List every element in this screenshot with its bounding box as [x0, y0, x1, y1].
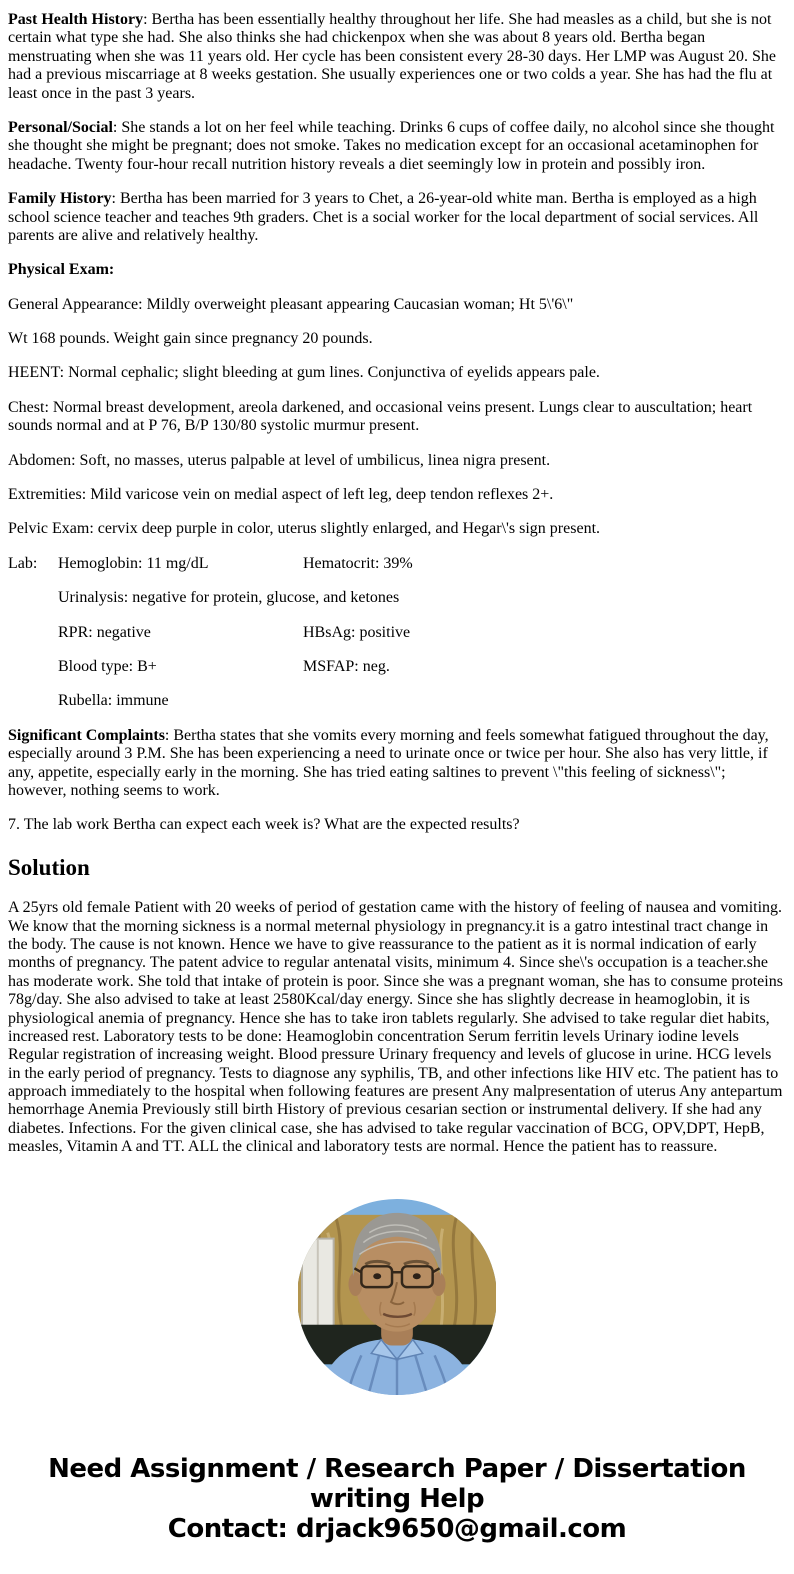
exam-finding-heent: HEENT: Normal cephalic; slight bleeding at gum lines. Conjunctiva of eyelids appears pale. — [8, 364, 600, 382]
lab-row — [8, 692, 786, 710]
paragraph-family-history — [8, 190, 786, 245]
solution-paragraph: A 25yrs old female Patient with 20 weeks of period of gestation came with the history of feeling of nausea and vomiting. We know that the morning sickness is a normal meternal physiology in pregnancy.it is a gatro intestinal tract change in the body. The cause is not known. Hence we have to give reassurance to the patient as it is normal indication of early months of pregnancy. The patent advice to regular antenatal visits, minimum 4. Since she\'s occupation is a teacher.she has moderate work. She told that intake of protein is poor. Since she was a pregnant woman, she has to consume proteins 78g/day. She also advised to take at least 2580Kcal/day energy. Since she has slightly decrease in heamoglobin, it is physiological anemia of pregnancy. Hence she has to take iron tablets regularly. She advised to take regular diet habits, increased rest. Laboratory tests to be done: Heamoglobin concentration Serum ferritin levels Urinary iodine levels Regular registration of increasing weight. Blood pressure Urinary frequency and levels of glucose in urine. HCG levels in the early period of pregnancy. Tests to diagnose any syphilis, TB, and other infections like HIV etc. The patient has to approach immediately to the hospital when following features are present Any malpresentation of uterus Any antepartum hemorrhage Anemia Previously still birth History of previous cesarian section or instrumental delivery. If she had any diabetes. Infections. For the given clinical case, she has advised to take regular vaccination of BCG, OPV,DPT, HepB, measles, Vitamin A and TT. ALL the clinical and laboratory tests are normal. Hence the patient has to reassure. — [8, 899, 783, 1156]
question-text: 7. The lab work Bertha can expect each week is? What are the expected results? — [8, 816, 520, 834]
paragraph-past-health-history — [8, 11, 786, 103]
section-label: Past Health History — [8, 11, 144, 28]
exam-finding-weight: Wt 168 pounds. Weight gain since pregnancy 20 pounds. — [8, 330, 373, 348]
paragraph-personal-social — [8, 119, 786, 174]
exam-finding-pelvic: Pelvic Exam: cervix deep purple in color, uterus slightly enlarged, and Hegar\'s sign present. — [8, 520, 601, 538]
lab-value-right: MSFAP: neg. — [303, 657, 390, 675]
footer-help-line2: writing Help — [309, 1484, 485, 1515]
section-text: : Bertha has been married for 3 years to Chet, a 26-year-old white man. Bertha is employed as a high school science teacher and teaches 9th graders. Chet is a social worker for the local department of social services. All parents are alive and relatively healthy. — [8, 190, 759, 244]
lab-row — [8, 589, 786, 607]
lab-value-left: Hemoglobin: 11 mg/dL — [58, 554, 209, 572]
exam-finding-chest: Chest: Normal breast development, areola darkened, and occasional veins present. Lungs clear to auscultation; heart sounds normal and at P 76, B/P 130/80 systolic murmur present. — [8, 398, 753, 435]
footer-advertisement — [8, 1454, 786, 1574]
section-label: Significant Complaints — [8, 726, 165, 744]
section-label: Personal/Social — [8, 118, 113, 136]
lab-value-left: Rubella: immune — [58, 692, 169, 710]
exam-finding-general-appearance: General Appearance: Mildly overweight pleasant appearing Caucasian woman; Ht 5\'6\" — [8, 295, 574, 313]
lab-row — [8, 624, 786, 642]
lab-value-left: RPR: negative — [58, 623, 151, 641]
profile-photo-container — [8, 1199, 786, 1402]
section-text: : Bertha states that she vomits every morning and feels somewhat fatigued throughout the day, especially around 3 P.M. She has been experiencing a need to urinate once or twice per hour. She also has very little, if any, appetite, especially early in the morning. She has tried eating saltines to prevent \"this feeling of sickness\"; however, nothing seems to work. — [8, 726, 769, 799]
lab-row — [8, 555, 786, 573]
solution-heading: Solution — [8, 854, 90, 880]
lab-value-right: Hematocrit: 39% — [303, 554, 413, 572]
lab-value-left: Urinalysis: negative for protein, glucose, and ketones — [58, 589, 400, 607]
section-text: : Bertha has been essentially healthy throughout her life. She had measles as a child, but she is not certain what type she had. She also thinks she had chickenpox when she was about 8 years old. Bertha began menstruating when she was 11 years old. Her cycle has been consistent every 28-30 days. Her LMP was August 20. She had a previous miscarriage at 8 weeks gestation. She usually experiences one or two colds a year. She has had the flu at least once in the past 3 years. — [8, 11, 776, 102]
paragraph-significant-complaints — [8, 727, 786, 801]
section-text: : She stands a lot on her feel while teaching. Drinks 6 cups of coffee daily, no alcohol since she thought she thought she might be pregnant; does not smoke. Takes no medication except for an occasional acetaminophen for headache. Twenty four-hour recall nutrition history reveals a diet seemingly low in protein and possibly iron. — [8, 118, 775, 173]
section-label: Family History — [8, 190, 112, 208]
exam-finding-abdomen: Abdomen: Soft, no masses, uterus palpable at level of umbilicus, linea nigra present. — [8, 451, 551, 469]
profile-photo — [296, 1199, 498, 1397]
lab-prefix: Lab: — [8, 554, 38, 572]
lab-value-right: HBsAg: positive — [303, 623, 411, 641]
footer-help-line1: Need Assignment / Research Paper / Dissertation — [48, 1454, 746, 1485]
exam-finding-extremities: Extremities: Mild varicose vein on medial aspect of left leg, deep tendon reflexes 2+. — [8, 486, 554, 504]
lab-value-left: Blood type: B+ — [58, 657, 157, 675]
physical-exam-heading: Physical Exam: — [8, 261, 115, 279]
case-study-document — [0, 11, 794, 1574]
footer-contact-email: Contact: drjack9650@gmail.com — [167, 1514, 627, 1545]
lab-row — [8, 658, 786, 676]
